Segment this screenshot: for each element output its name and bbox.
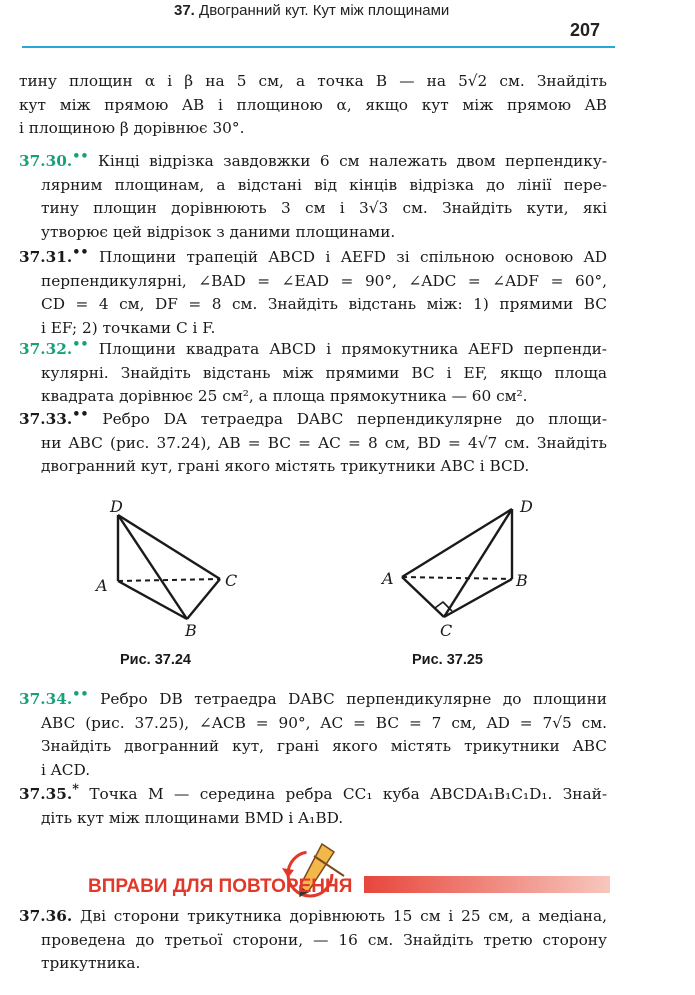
text-line: двогранний кут, грані якого містять трикутники ABC і BCD.: [41, 457, 530, 476]
point-label-C: C: [440, 621, 453, 640]
edge-CD: [444, 509, 512, 617]
edge-CB: [187, 579, 220, 619]
edge-AC: [402, 577, 444, 617]
edge-DC: [118, 515, 220, 579]
figure-caption: Рис. 37.25: [412, 652, 483, 668]
text-line: Площини трапецій ABCD і AEFD зі спільною основою AD: [99, 248, 607, 267]
point-label-A: A: [382, 569, 394, 588]
figure-37-25: [378, 495, 548, 645]
text-line: проведена до третьої сторони, — 16 см. Знайдіть третю сторону: [41, 930, 607, 949]
text-line: і ACD.: [41, 760, 91, 779]
edge-AB: [118, 581, 187, 619]
problem-number: 37.31.: [19, 248, 73, 267]
text-line: CD = 4 см, DF = 8 см. Знайдіть відстань між: 1) прямими BC: [41, 295, 607, 314]
point-label-D: D: [110, 497, 123, 516]
edge-CB: [444, 579, 512, 617]
text-line: Ребро DA тетраедра DABC перпендикулярне до площи-: [102, 410, 607, 429]
text-line: Дві сторони трикутника дорівнюють 15 см і 25 см, а медіана,: [80, 907, 607, 925]
section-banner-title: ВПРАВИ ДЛЯ ПОВТОРЕННЯ: [88, 876, 353, 897]
edge-AB-hidden: [402, 577, 512, 579]
difficulty-mark: *: [72, 782, 79, 797]
text-line: тину площин дорівнюють 3 см і 3√3 см. Знайдіть кути, які: [41, 199, 607, 218]
problem-number: 37.33.: [19, 410, 73, 429]
text-line: Точка M — середина ребра CC₁ куба ABCDA₁B₁C₁D₁. Знай-: [89, 785, 607, 804]
text-line: кулярні. Знайдіть відстань між прямими BC і EF, якщо площа: [41, 363, 607, 382]
difficulty-mark: ••: [72, 337, 89, 352]
difficulty-mark: ••: [72, 407, 89, 422]
text-line: діть кут між площинами BMD і A₁BD.: [41, 808, 344, 827]
point-label-D: D: [520, 497, 533, 516]
problem-37-31: [19, 241, 607, 340]
point-label-B: B: [185, 621, 197, 640]
edge-DB: [118, 515, 187, 619]
problem-37-32: [19, 333, 607, 409]
text-line: і EF; 2) точками C і F.: [41, 318, 216, 337]
problem-37-30: [19, 145, 607, 244]
problem-37-34: [19, 683, 607, 782]
figure-37-24: [90, 495, 260, 645]
difficulty-mark: ••: [72, 687, 89, 702]
problem-number: 37.34.: [19, 690, 73, 709]
point-label-A: A: [96, 576, 108, 595]
text-line: Кінці відрізка завдовжки 6 см належать двом перпендику-: [98, 152, 607, 171]
text-line: Знайдіть двогранний кут, грані якого містять трикутники ABC: [41, 737, 607, 756]
problem-number: 37.36.: [19, 907, 73, 925]
text-line: лярним площинам, а відстані від кінців відрізка до лінії пере-: [41, 175, 607, 194]
text-line: тину площин α і β на 5 см, а точка B — на 5√2 см. Знайдіть: [19, 72, 607, 90]
page-header: [22, 20, 615, 48]
problem-37-36: [19, 905, 607, 976]
edge-AC-hidden: [118, 579, 220, 581]
text-line: ABC (рис. 37.25), ∠ACB = 90°, AC = BC = 7 см, AD = 7√5 см.: [41, 713, 607, 732]
problem-number: 37.30.: [19, 152, 73, 171]
edge-AD: [402, 509, 512, 577]
point-label-C: C: [225, 571, 238, 590]
point-label-B: B: [516, 571, 528, 590]
text-line: квадрата дорівнює 25 см², а площа прямокутника — 60 см².: [41, 387, 528, 406]
banner-bar: [364, 876, 610, 893]
figure-caption: Рис. 37.24: [120, 652, 191, 668]
text-line: кут між прямою AB і площиною α, якщо кут між прямою AB: [19, 95, 607, 114]
text-line: Ребро DB тетраедра DABC перпендикулярне до площини: [100, 690, 607, 709]
problem-number: 37.35.: [19, 785, 73, 804]
continued-problem: [19, 70, 607, 141]
problem-37-35: [19, 778, 607, 830]
problem-number: 37.32.: [19, 340, 73, 359]
difficulty-mark: ••: [72, 149, 89, 164]
text-line: і площиною β дорівнює 30°.: [19, 119, 245, 137]
text-line: ни ABC (рис. 37.24), AB = BC = AC = 8 см, BD = 4√7 см. Знайдіть: [41, 433, 607, 452]
section-title: 37. Двогранний кут. Кут між площинами: [174, 2, 450, 19]
difficulty-mark: ••: [72, 245, 89, 260]
text-line: Площини квадрата ABCD і прямокутника AEFD перпенди-: [98, 340, 607, 359]
page-number: 207: [570, 20, 601, 40]
problem-37-33: [19, 403, 607, 479]
text-line: утворює цей відрізок з даними площинами.: [41, 222, 396, 241]
text-line: трикутника.: [41, 954, 141, 972]
text-line: перпендикулярні, ∠BAD = ∠EAD = 90°, ∠ADC = ∠ADF = 60°,: [41, 271, 607, 290]
